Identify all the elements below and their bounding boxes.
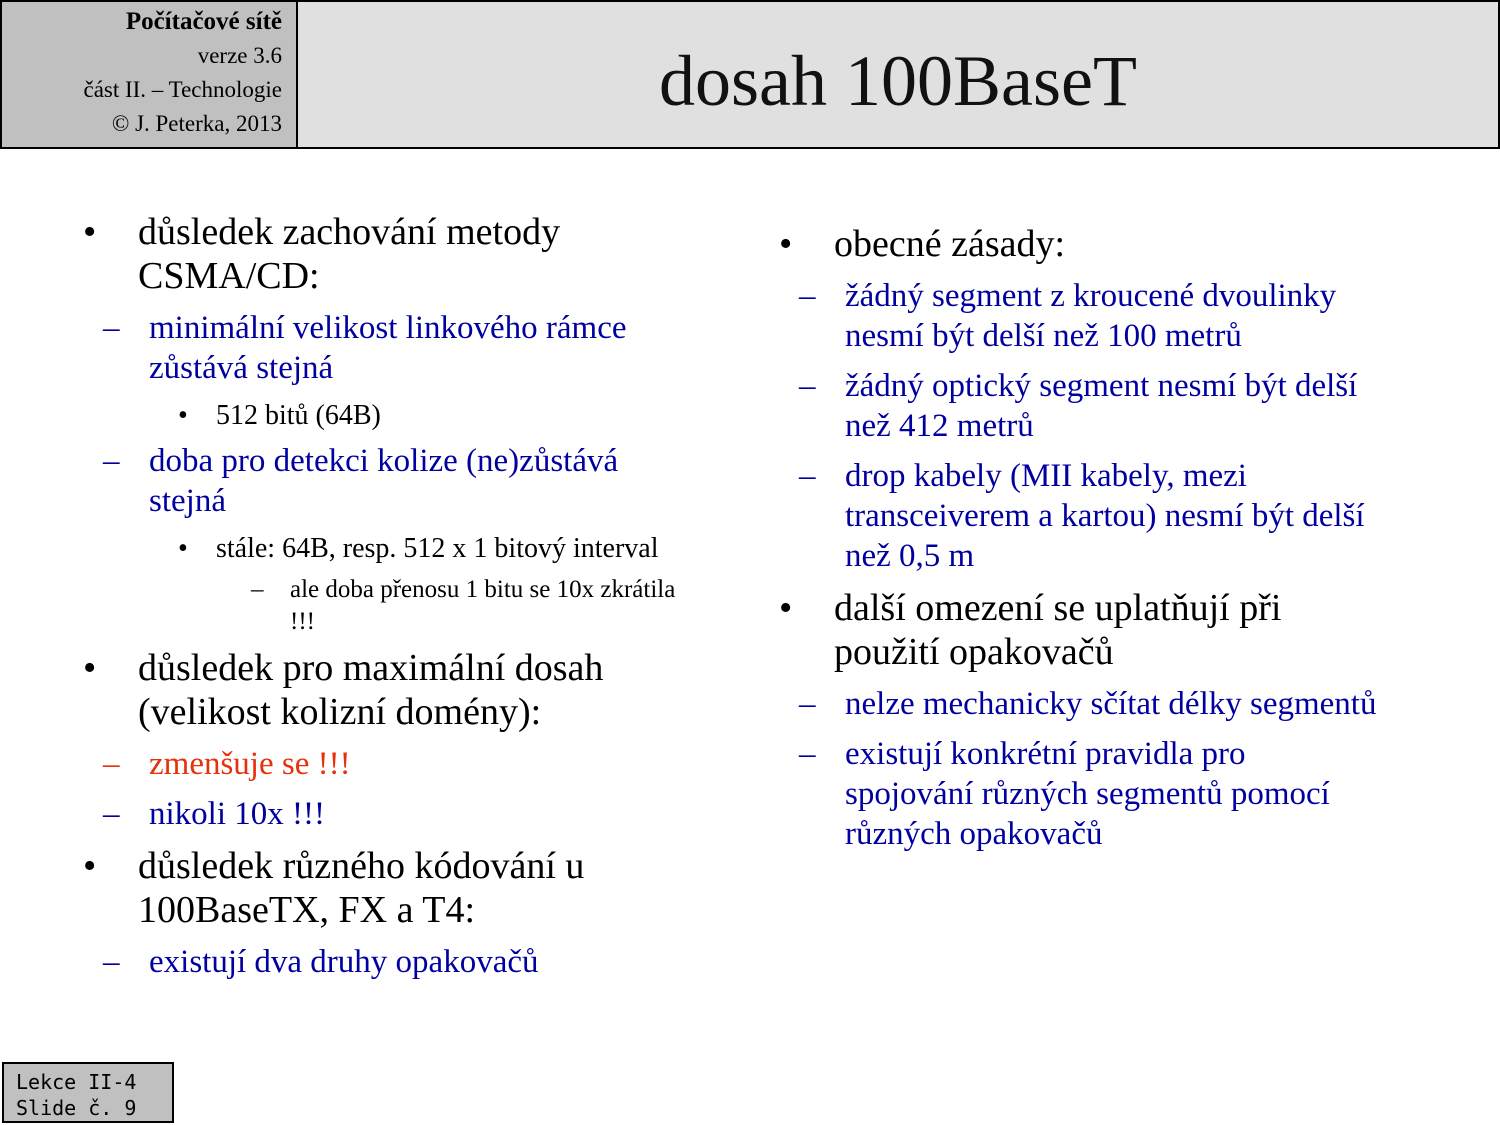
dash-marker: – — [103, 796, 120, 832]
course-name: Počítačové sítě — [125, 8, 282, 35]
sub-item — [779, 684, 1379, 724]
dash-marker: – — [799, 686, 816, 722]
lecture-label: Lekce II-4 — [16, 1070, 137, 1094]
course-info-box — [0, 0, 298, 149]
dash-marker: – — [103, 944, 120, 980]
bullet-item — [779, 586, 1379, 674]
dash-marker: – — [251, 576, 264, 603]
subsub-item — [83, 531, 703, 566]
bullet-marker: • — [83, 845, 97, 887]
bullet-marker: • — [779, 587, 793, 629]
sub-item-text: zmenšuje se !!! — [149, 746, 351, 782]
sub-item-text: žádný segment z kroucené dvoulinky nesmí být delší než 100 metrů — [845, 278, 1337, 354]
dash-marker: – — [103, 443, 120, 479]
sub-item-text: existují konkrétní pravidla pro spojování různých segmentů pomocí různých opakovačů — [845, 736, 1330, 852]
bullet-text: důsledek různého kódování u 100BaseTX, FX a T4: — [138, 845, 585, 931]
sub-item — [779, 366, 1379, 446]
slide-title: dosah 100BaseT — [659, 41, 1137, 121]
subsub-item-text: stále: 64B, resp. 512 x 1 bitový interval — [216, 533, 659, 564]
sub-item-text: minimální velikost linkového rámce zůstává stejná — [149, 310, 627, 386]
bullet-marker: • — [83, 211, 97, 253]
sub-item — [83, 308, 703, 388]
version-label: verze 3.6 — [197, 43, 282, 68]
bullet-marker: • — [178, 533, 188, 564]
sub-item-text: drop kabely (MII kabely, mezi transceiverem a kartou) nesmí být delší než 0,5 m — [845, 458, 1365, 574]
bullet-marker: • — [779, 223, 793, 265]
dash-marker: – — [103, 310, 120, 346]
sub-item-text: doba pro detekci kolize (ne)zůstává stejná — [149, 443, 619, 519]
bullet-item — [779, 222, 1379, 266]
subsub-item-text: 512 bitů (64B) — [216, 400, 381, 431]
dash-marker: – — [103, 746, 120, 782]
sub-item — [779, 734, 1379, 854]
dash-marker: – — [799, 458, 816, 494]
bullet-item — [83, 210, 703, 298]
bullet-marker: • — [178, 400, 188, 431]
copyright-label: © J. Peterka, 2013 — [111, 111, 282, 136]
dash-marker: – — [799, 736, 816, 772]
sub-item — [83, 794, 703, 834]
slide-number: Slide č. 9 — [16, 1096, 137, 1120]
bullet-text: důsledek pro maximální dosah (velikost kolizní domény): — [138, 647, 604, 733]
level4-item-text: ale doba přenosu 1 bitu se 10x zkrátila !!! — [290, 576, 676, 635]
sub-item-text: nelze mechanicky sčítat délky segmentů — [845, 686, 1377, 722]
subsub-item — [83, 398, 703, 433]
bullet-text: obecné zásady: — [834, 223, 1066, 265]
sub-item — [779, 276, 1379, 356]
bullet-text: další omezení se uplatňují při použití opakovačů — [834, 587, 1282, 673]
left-column — [83, 210, 703, 992]
bullet-text: důsledek zachování metody CSMA/CD: — [138, 211, 561, 297]
sub-item — [779, 456, 1379, 576]
part-label: část II. – Technologie — [83, 77, 282, 102]
dash-marker: – — [799, 278, 816, 314]
sub-item-text: nikoli 10x !!! — [149, 796, 325, 832]
slide-footer — [2, 1062, 174, 1123]
bullet-marker: • — [83, 647, 97, 689]
sub-item-text: existují dva druhy opakovačů — [149, 944, 539, 980]
level4-item — [83, 574, 703, 638]
sub-item-highlight — [83, 744, 703, 784]
title-bar — [298, 0, 1500, 149]
bullet-item — [83, 844, 703, 932]
right-column — [779, 222, 1379, 864]
bullet-item — [83, 646, 703, 734]
sub-item — [83, 942, 703, 982]
dash-marker: – — [799, 368, 816, 404]
sub-item — [83, 441, 703, 521]
sub-item-text: žádný optický segment nesmí být delší než 412 metrů — [845, 368, 1358, 444]
